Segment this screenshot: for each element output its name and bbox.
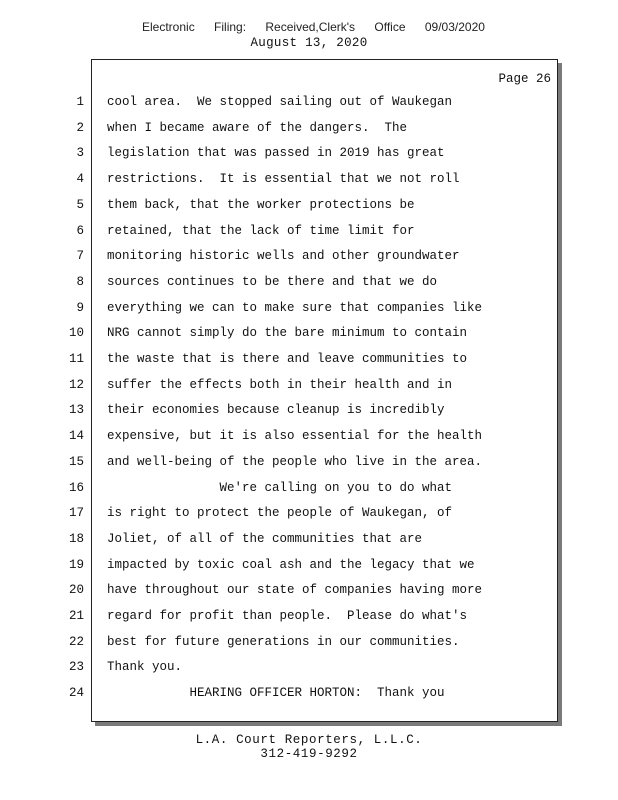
line-number: 20 — [68, 583, 84, 598]
line-text: HEARING OFFICER HORTON: Thank you — [107, 686, 445, 701]
line-text: and well-being of the people who live in the area. — [107, 454, 483, 469]
transcript-line — [0, 583, 560, 605]
line-number: 19 — [68, 557, 84, 572]
line-number: 15 — [68, 454, 84, 469]
line-number: 3 — [76, 146, 84, 161]
reporter-phone: 312-419-9292 — [260, 747, 358, 761]
transcript-line — [0, 481, 560, 503]
transcript-line — [0, 403, 560, 425]
transcript-line — [0, 146, 560, 168]
line-text: Joliet, of all of the communities that are — [107, 531, 423, 546]
line-number: 4 — [76, 172, 84, 187]
line-text: NRG cannot simply do the bare minimum to contain — [107, 326, 468, 341]
stamp-received-clerks: Received,Clerk's — [265, 20, 356, 34]
line-number: 6 — [76, 223, 84, 238]
line-number: 18 — [68, 531, 84, 546]
line-text: the waste that is there and leave communities to — [107, 352, 468, 366]
stamp-office: Office — [374, 20, 406, 34]
line-text: retained, that the lack of time limit for — [107, 223, 415, 238]
line-number: 17 — [68, 506, 84, 521]
transcript-line — [0, 224, 560, 246]
transcript-line — [0, 95, 560, 117]
line-text: is right to protect the people of Waukegan, of — [107, 506, 453, 521]
line-number: 7 — [76, 249, 84, 264]
line-number: 21 — [68, 609, 84, 623]
transcript-line — [0, 635, 560, 657]
line-text: suffer the effects both in their health and in — [107, 377, 453, 392]
filing-stamp — [142, 20, 485, 34]
line-text: expensive, but it is also essential for the health — [107, 429, 483, 444]
line-number: 9 — [76, 300, 84, 315]
line-text: regard for profit than people. Please do what's — [107, 609, 468, 623]
line-number: 24 — [68, 686, 84, 701]
transcript-line — [0, 532, 560, 554]
transcript-line — [0, 121, 560, 143]
line-text: monitoring historic wells and other groundwater — [107, 249, 460, 264]
transcript-line — [0, 326, 560, 348]
line-number: 1 — [76, 95, 84, 109]
transcript-line — [0, 352, 560, 374]
line-text: their economies because cleanup is incredibly — [107, 403, 445, 418]
transcript-line — [0, 429, 560, 451]
stamp-filing: Filing: — [214, 20, 247, 34]
line-number: 14 — [68, 429, 84, 444]
stamp-electronic: Electronic — [142, 20, 195, 34]
line-number: 8 — [76, 274, 84, 289]
line-text: best for future generations in our communities. — [107, 634, 460, 649]
line-text: cool area. We stopped sailing out of Waukegan — [107, 95, 453, 109]
transcript-line — [0, 301, 560, 323]
transcript-line — [0, 686, 560, 708]
transcript-line — [0, 275, 560, 297]
reporter-company: L.A. Court Reporters, L.L.C. — [195, 733, 423, 747]
transcript-line — [0, 249, 560, 271]
transcript-line — [0, 609, 560, 631]
transcript-line — [0, 172, 560, 194]
line-text: when I became aware of the dangers. The — [107, 120, 408, 135]
line-number: 23 — [68, 660, 84, 675]
line-text: We're calling on you to do what — [107, 480, 453, 495]
line-number: 22 — [68, 634, 84, 649]
line-number: 10 — [68, 326, 84, 341]
transcript-line — [0, 506, 560, 528]
line-text: impacted by toxic coal ash and the legacy that we — [107, 557, 475, 572]
transcript-line — [0, 198, 560, 220]
line-number: 11 — [68, 352, 84, 366]
line-number: 5 — [76, 197, 84, 212]
hearing-date: August 13, 2020 — [250, 36, 368, 50]
transcript-line — [0, 660, 560, 682]
line-number: 13 — [68, 403, 84, 418]
transcript-line — [0, 455, 560, 477]
line-number: 16 — [68, 480, 84, 495]
line-text: everything we can to make sure that companies like — [107, 300, 483, 315]
line-text: have throughout our state of companies having more — [107, 583, 483, 598]
page-number: Page 26 — [498, 72, 551, 86]
line-text: Thank you. — [107, 660, 183, 675]
line-number: 12 — [68, 377, 84, 392]
line-number: 2 — [76, 120, 84, 135]
stamp-date: 09/03/2020 — [424, 20, 485, 34]
line-text: them back, that the worker protections be — [107, 197, 415, 212]
footer — [0, 733, 618, 761]
line-text: sources continues to be there and that we do — [107, 274, 438, 289]
transcript-line — [0, 378, 560, 400]
line-text: legislation that was passed in 2019 has great — [107, 146, 445, 161]
line-text: restrictions. It is essential that we not roll — [107, 172, 460, 187]
transcript-line — [0, 558, 560, 580]
